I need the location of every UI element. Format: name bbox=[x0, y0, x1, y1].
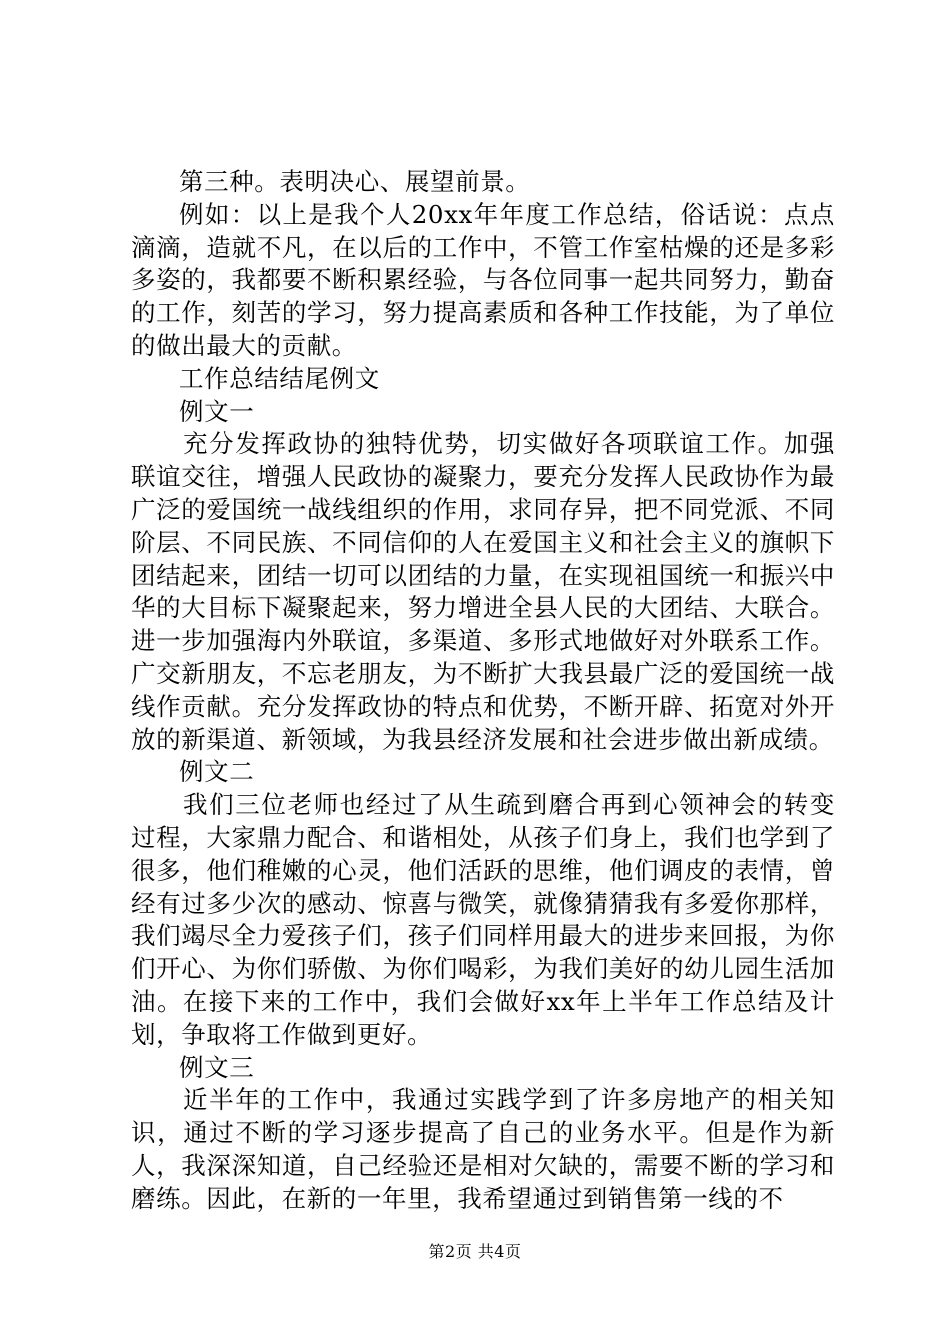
paragraph-example-three: 近半年的工作中，我通过实践学到了许多房地产的相关知识，通过不断的学习逐步提高了自己的业务水平。但是作为新人，我深深知道，自己经验还是相对欠缺的，需要不断的学习和磨练。因此，在新的一年里，我希望通过到销售第一线的不 bbox=[131, 1085, 835, 1213]
document-body bbox=[131, 166, 835, 1216]
section-heading-closing-examples: 工作总结结尾例文 bbox=[179, 363, 380, 393]
section-heading-third-type: 第三种。表明决心、展望前景。 bbox=[179, 167, 531, 196]
example-heading-one: 例文一 bbox=[179, 396, 255, 426]
paragraph-example-summary: 例如：以上是我个人20xx年年度工作总结，俗话说：点点滴滴，造就不凡，在以后的工作中，不管工作室枯燥的还是多彩多姿的，我都要不断积累经验，与各位同事一起共同努力，勤奋的工作，刻苦的学习，努力提高素质和各种工作技能，为了单位的做出最大的贡献。 bbox=[131, 199, 835, 360]
example-heading-two: 例文二 bbox=[179, 757, 255, 787]
paragraph-example-two: 我们三位老师也经过了从生疏到磨合再到心领神会的转变过程，大家鼎力配合、和谐相处，从孩子们身上，我们也学到了很多，他们稚嫩的心灵，他们活跃的思维，他们调皮的表情，曾经有过多少次的感动、惊喜与微笑，就像猜猜我有多爱你那样，我们竭尽全力爱孩子们，孩子们同样用最大的进步来回报，为你们开心、为你们骄傲、为你们喝彩，为我们美好的幼儿园生活加油。在接下来的工作中，我们会做好xx年上半年工作总结及计划，争取将工作做到更好。 bbox=[131, 790, 835, 1049]
paragraph-example-one: 充分发挥政协的独特优势，切实做好各项联谊工作。加强联谊交往，增强人民政协的凝聚力，要充分发挥人民政协作为最广泛的爱国统一战线组织的作用，求同存异，把不同党派、不同阶层、不同民族、不同信仰的人在爱国主义和社会主义的旗帜下团结起来，团结一切可以团结的力量，在实现祖国统一和振兴中华的大目标下凝聚起来，努力增进全县人民的大团结、大联合。进一步加强海内外联谊，多渠道、多形式地做好对外联系工作。广交新朋友，不忘老朋友，为不断扩大我县最广泛的爱国统一战线作贡献。充分发挥政协的特点和优势，不断开辟、拓宽对外开放的新渠道、新领域，为我县经济发展和社会进步做出新成绩。 bbox=[131, 429, 835, 754]
example-heading-three: 例文三 bbox=[179, 1052, 255, 1082]
page-footer: 第2页 共4页 bbox=[428, 1242, 522, 1261]
